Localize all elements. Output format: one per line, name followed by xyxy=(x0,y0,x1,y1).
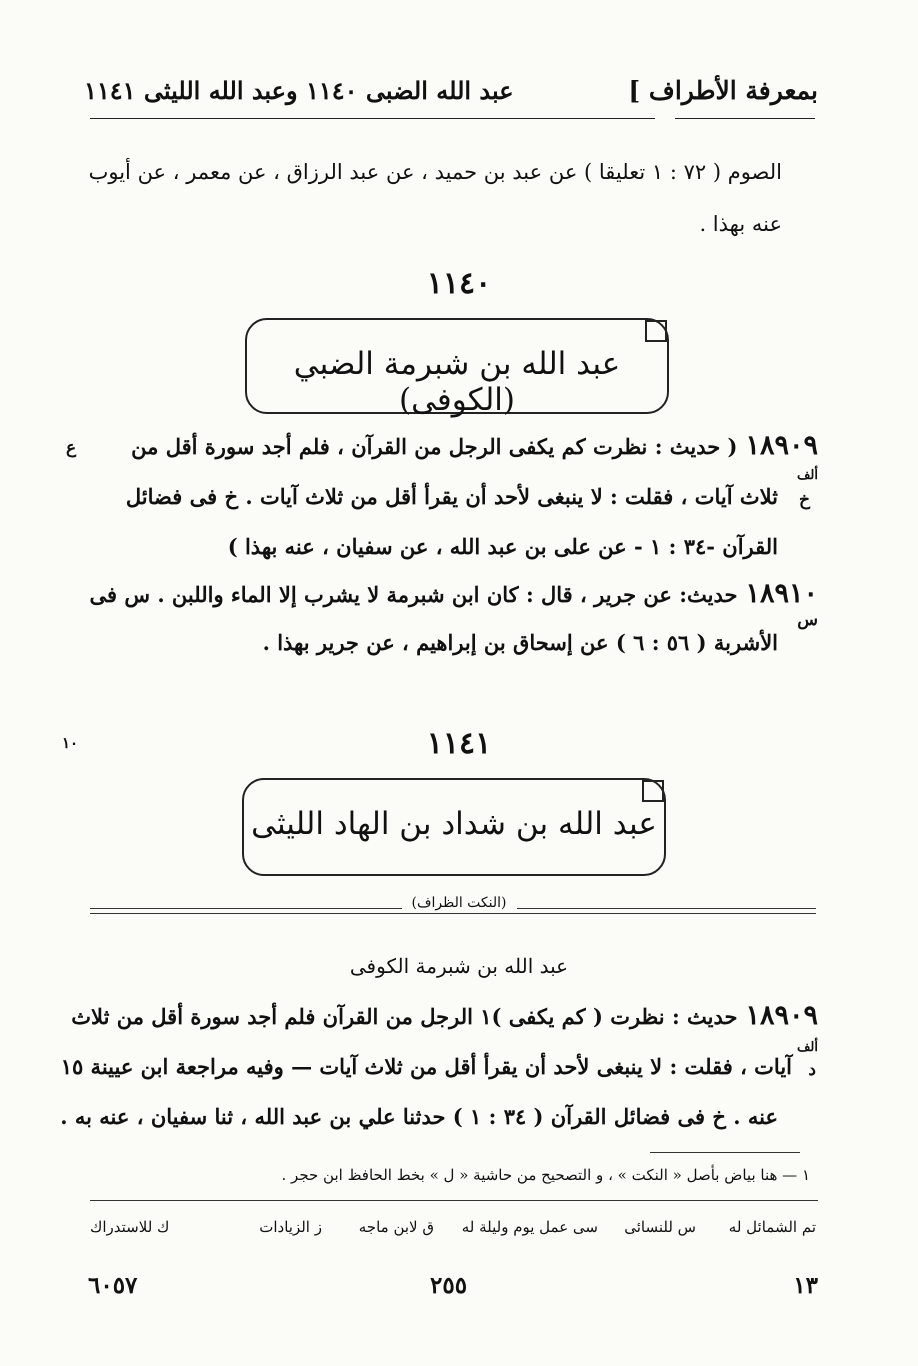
narrator-title-1: عبد الله بن شبرمة الضبي (الكوفى) xyxy=(293,346,621,418)
hadith-text: حديث: عن جرير ، قال : كان ابن شبرمة لا يشرب إلا الماء واللبن . س فى xyxy=(89,582,738,607)
nukat-hadith-line-2: آيات ، فقلت : لا ينبغى لأحد أن يقرأ أقل من ثلاث آيات — وفيه مراجعة ابن عيينة ١٥ xyxy=(60,1054,792,1079)
siglum-k: ك للاستدراك xyxy=(90,1218,170,1236)
header-rule xyxy=(90,118,655,119)
intro-line-2: عنه بهذا . xyxy=(699,212,782,236)
hadith-18909-line-1 xyxy=(131,430,818,461)
hadith-18909-line-2: ثلاث آيات ، فقلت : لا ينبغى لأحد أن يقرأ أقل من ثلاث آيات . خ فى فضائل xyxy=(125,484,778,509)
hadith-number: ١٨٩٠٩ xyxy=(745,1000,818,1031)
margin-siglum-sin: س xyxy=(797,610,818,630)
footnote: ١ — هنا بياض بأصل « النكت » ، و التصحيح من حاشية « ل » بخط الحافظ ابن حجر . xyxy=(281,1166,810,1184)
margin-line-number-10: ١٠ xyxy=(62,734,79,752)
nukat-heading: عبد الله بن شبرمة الكوفى xyxy=(349,954,569,978)
hadith-18910-line-2: الأشربة ( ٥٦ : ٦ ) عن إسحاق بن إبراهيم ، عن جرير بهذا . xyxy=(262,630,778,655)
narrator-title-frame-2 xyxy=(242,778,666,876)
nukat-hadith-line-3: عنه . خ فى فضائل القرآن ( ٣٤ : ١ ) حدثنا علي بن عبد الله ، ثنا سفيان ، عنه به . xyxy=(60,1104,778,1129)
siglum-q: ق لابن ماجه xyxy=(358,1218,434,1236)
nukat-hadith-line-1 xyxy=(71,1000,818,1031)
header-rule-right xyxy=(675,118,815,119)
narrator-title-2: عبد الله بن شداد بن الهاد الليثى xyxy=(251,806,657,842)
hadith-text: حديث : نظرت ( كم يكفى )١ الرجل من القرآن فلم أجد سورة أقل من ثلاث xyxy=(71,1004,738,1029)
margin-siglum-dal: د xyxy=(808,1060,816,1080)
nukat-divider-label: (النكت الظراف) xyxy=(0,895,918,911)
siglum-s: س للنسائى xyxy=(624,1218,696,1236)
volume-number: ١٣ xyxy=(793,1272,818,1299)
margin-siglum-kha: خ xyxy=(799,490,810,510)
margin-siglum-ain: ع xyxy=(66,438,77,458)
footnote-rule xyxy=(650,1152,800,1153)
hadith-18910-line-1 xyxy=(90,578,818,609)
hadith-text: ( حديث : نظرت كم يكفى الرجل من القرآن ، فلم أجد سورة أقل من xyxy=(131,434,738,459)
running-header xyxy=(84,72,818,120)
header-book-title: بمعرفة الأطراف ] xyxy=(628,76,818,105)
intro-line-1: الصوم ( ٧٢ : ١ تعليقا ) عن عبد بن حميد ، عن عبد الرزاق ، عن معمر ، عن أيوب xyxy=(88,160,782,184)
page-number: ٢٥٥ xyxy=(430,1272,468,1299)
sigla-key xyxy=(90,1218,816,1248)
siglum-tm: تم الشمائل له xyxy=(728,1218,816,1236)
hadith-18909-line-3: القرآن -٣٤ : ١ - عن على بن عبد الله ، عن سفيان ، عنه بهذا ) xyxy=(227,534,778,559)
section-number-1140: ١١٤٠ xyxy=(426,266,492,301)
hadith-number: ١٨٩١٠ xyxy=(745,578,818,609)
narrator-title-frame-1 xyxy=(245,318,669,418)
margin-siglum-alif-2: ألف xyxy=(796,1040,818,1055)
siglum-z: ز الزيادات xyxy=(259,1218,322,1236)
hadith-number: ١٨٩٠٩ xyxy=(745,430,818,461)
printed-page-number: ٦٠٥٧ xyxy=(88,1272,138,1299)
sigla-rule xyxy=(90,1200,818,1201)
header-section-range: عبد الله الضبى ١١٤٠ وعبد الله الليثى ١١٤١ xyxy=(84,76,514,105)
margin-siglum-alif: ألف xyxy=(796,468,818,483)
section-number-1141: ١١٤١ xyxy=(426,726,492,761)
siglum-sy: سى عمل يوم وليلة له xyxy=(461,1218,598,1236)
